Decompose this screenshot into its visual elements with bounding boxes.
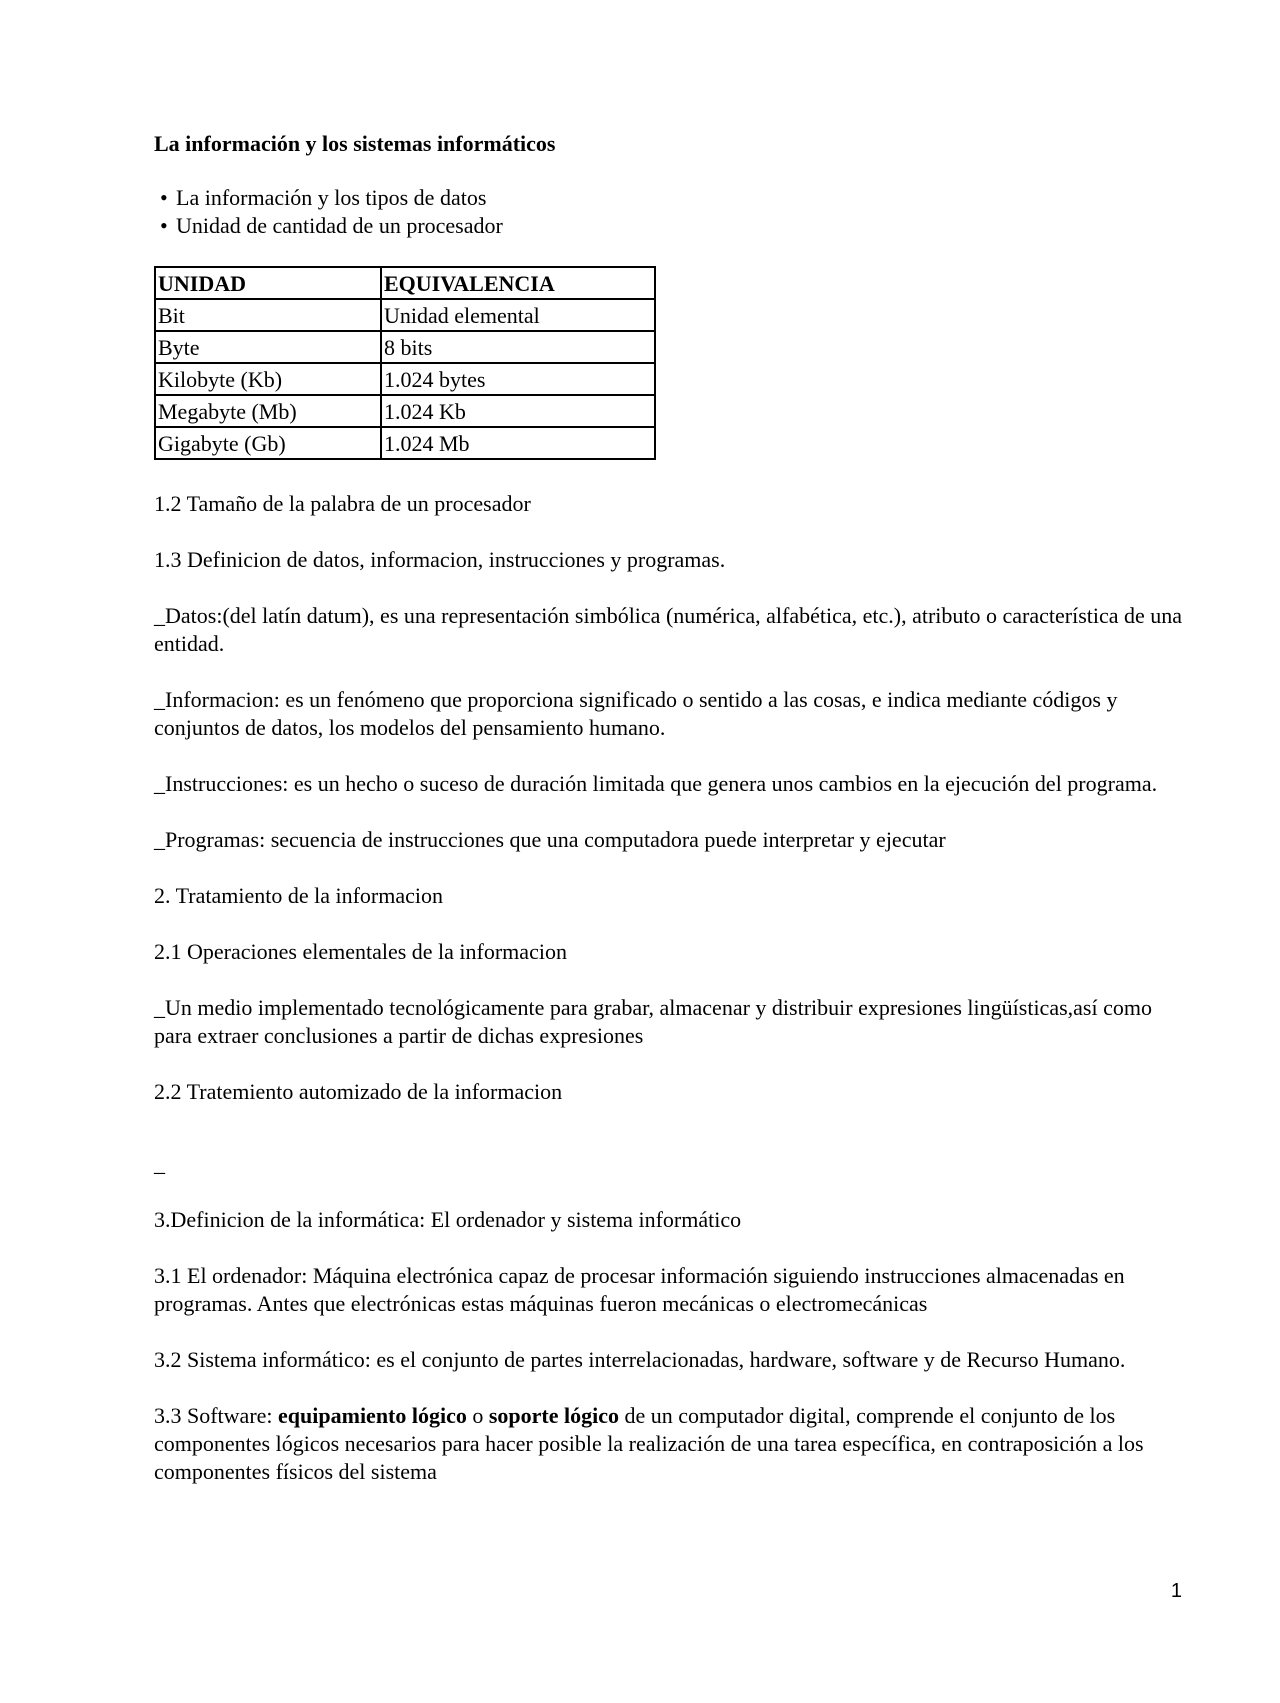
paragraph-medio: _Un medio implementado tecnológicamente para grabar, almacenar y distribuir expresiones lingüísticas,así como para extraer conclusiones a partir de dichas expresiones: [154, 995, 1152, 1048]
bullet-list: [154, 184, 1194, 240]
bullet-item: [160, 212, 1194, 240]
table-cell: 1.024 bytes: [381, 363, 655, 395]
paragraph-ordenador: 3.1 El ordenador: Máquina electrónica capaz de procesar información siguiendo instrucciones almacenadas en programas. Antes que electrónicas estas máquinas fueron mecánicas o electromecánicas: [154, 1263, 1125, 1316]
paragraph-tratamiento-automizado: 2.2 Tratemiento automizado de la informacion: [154, 1079, 563, 1104]
document-title: La información y los sistemas informáticos: [154, 131, 556, 156]
bullet-icon: •: [160, 185, 168, 210]
paragraph-instrucciones: _Instrucciones: es un hecho o suceso de duración limitada que genera unos cambios en la ejecución del programa.: [154, 771, 1158, 796]
paragraph-programas: _Programas: secuencia de instrucciones que una computadora puede interpretar y ejecutar: [154, 827, 946, 852]
software-bold-term: soporte lógico: [488, 1403, 620, 1428]
table-cell: Bit: [155, 299, 381, 331]
table-header-row: [155, 267, 655, 299]
software-text: o: [466, 1403, 489, 1428]
paragraph-tratamiento-heading: 2. Tratamiento de la informacion: [154, 883, 443, 908]
paragraph-underscore: _: [154, 1151, 165, 1176]
table-row: [155, 363, 655, 395]
bullet-text: Unidad de cantidad de un procesador: [176, 213, 503, 238]
header-unidad: UNIDAD: [155, 267, 381, 299]
paragraph-informacion: _Informacion: es un fenómeno que proporciona significado o sentido a las cosas, e indica mediante códigos y conjuntos de datos, los modelos del pensamiento humano.: [154, 687, 1118, 740]
table-row: [155, 427, 655, 459]
table-row: [155, 331, 655, 363]
paragraph-word-size: 1.2 Tamaño de la palabra de un procesador: [154, 491, 531, 516]
table-cell: 1.024 Mb: [381, 427, 655, 459]
bullet-icon: •: [160, 213, 168, 238]
table-row: [155, 395, 655, 427]
paragraph-software: [154, 1402, 1194, 1486]
paragraph-definitions-heading: 1.3 Definicion de datos, informacion, instrucciones y programas.: [154, 547, 726, 572]
bullet-text: La información y los tipos de datos: [176, 185, 487, 210]
table-cell: Kilobyte (Kb): [155, 363, 381, 395]
document-page: [154, 130, 1194, 1514]
paragraph-sistema-informatico: 3.2 Sistema informático: es el conjunto de partes interrelacionadas, hardware, software y de Recurso Humano.: [154, 1347, 1126, 1372]
paragraph-datos: _Datos:(del latín datum), es una representación simbólica (numérica, alfabética, etc.), atributo o característica de una entidad.: [154, 603, 1183, 656]
table-cell: Megabyte (Mb): [155, 395, 381, 427]
header-equivalencia: EQUIVALENCIA: [381, 267, 655, 299]
table-cell: Gigabyte (Gb): [155, 427, 381, 459]
software-text: de un computador digital, comprende el conjunto de los componentes lógicos necesarios para hacer posible la realización de una tarea específica, en contraposición a los componentes físicos del sistema: [154, 1403, 1144, 1484]
page-number: 1: [1170, 1580, 1182, 1602]
paragraph-operaciones-heading: 2.1 Operaciones elementales de la informacion: [154, 939, 567, 964]
table-cell: Unidad elemental: [381, 299, 655, 331]
software-bold-term: equipamiento lógico: [278, 1403, 467, 1428]
units-table: [154, 266, 656, 460]
table-cell: 1.024 Kb: [381, 395, 655, 427]
bullet-item: [160, 184, 1194, 212]
table-cell: Byte: [155, 331, 381, 363]
software-text: 3.3 Software:: [154, 1403, 279, 1428]
paragraph-informatica-heading: 3.Definicion de la informática: El ordenador y sistema informático: [154, 1207, 742, 1232]
table-row: [155, 299, 655, 331]
table-cell: 8 bits: [381, 331, 655, 363]
